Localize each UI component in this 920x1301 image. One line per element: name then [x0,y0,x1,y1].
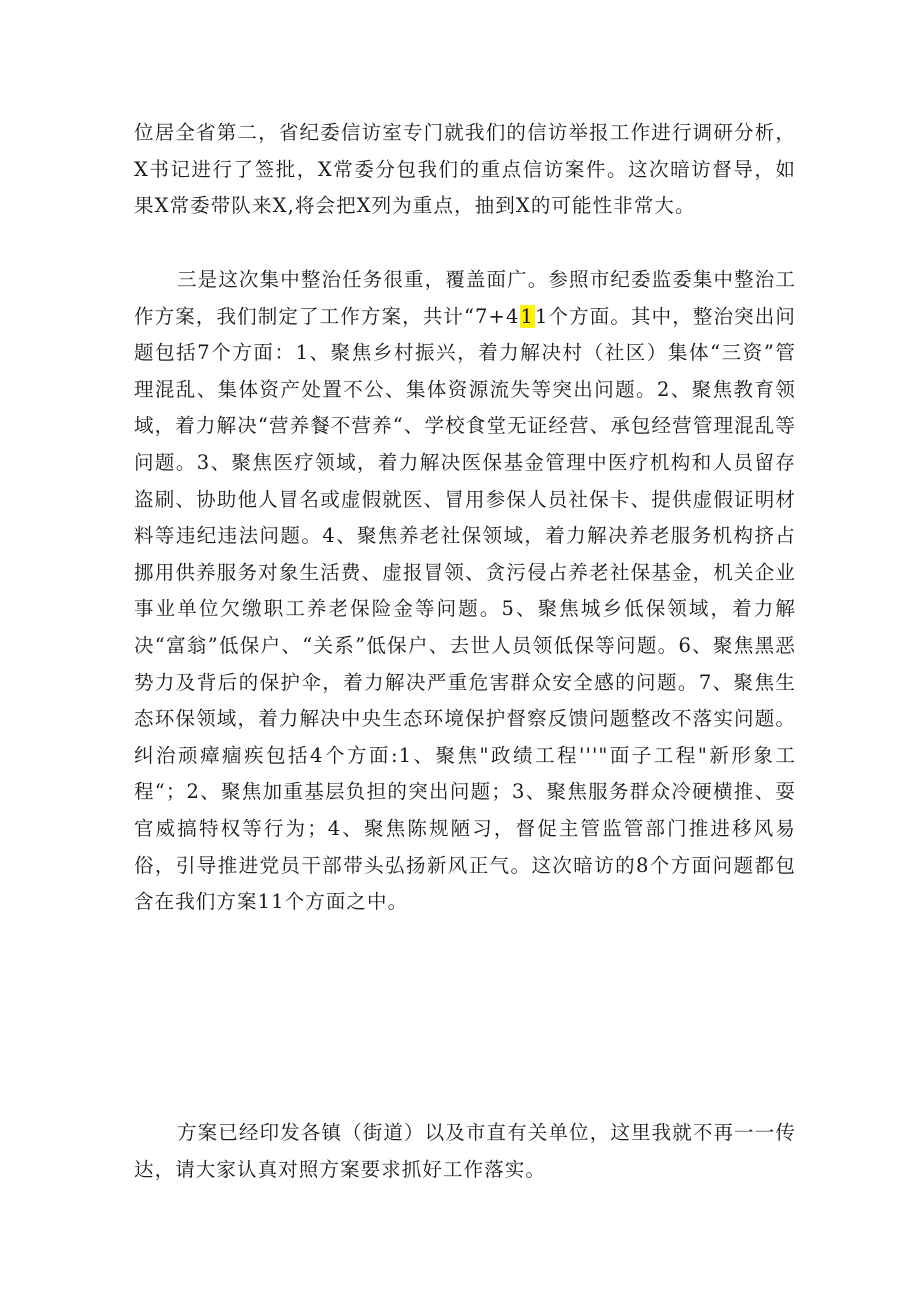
paragraph-1-text: 位居全省第二，省纪委信访室专门就我们的信访举报工作进行调研分析，X书记进行了签批，X常委分包我们的重点信访案件。这次暗访督导，如果X常委带队来X,将会把X列为重点，抽到X的可能性非常大。 [134,121,796,218]
paragraph-3 [134,1115,796,1188]
paragraph-2-text-after: 1个方面。其中，整治突出问题包括7个方面：1、聚焦乡村振兴，着力解决村（社区）集体“三资”管理混乱、集体资产处置不公、集体资源流失等突出问题。2、聚焦教育领域，着力解决“营养餐不营养“、学校食堂无证经营、承包经营管理混乱等问题。3、聚焦医疗领域，着力解决医保基金管理中医疗机构和人员留存盗刷、协助他人冒名或虚假就医、冒用参保人员社保卡、提供虚假证明材料等违纪违法问题。4、聚焦养老社保领域，着力解决养老服务机构挤占挪用供养服务对象生活费、虚报冒领、贪污侵占养老社保基金，机关企业事业单位欠缴职工养老保险金等问题。5、聚焦城乡低保领域，着力解决“富翁”低保户、“关系”低保户、去世人员领低保等问题。6、聚焦黑恶势力及背后的保护伞，着力解决严重危害群众安全感的问题。7、聚焦生态环保领域，着力解决中央生态环境保护督察反馈问题整改不落实问题。纠治顽瘴痼疾包括4个方面:1、聚焦"政绩工程'''"面子工程"新形象工程“；2、聚焦加重基层负担的突出问题；3、聚焦服务群众冷硬横推、耍官威搞特权等行为；4、聚焦陈规陋习，督促主管监管部门推进移风易俗，引导推进党员干部带头弘扬新风正气。这次暗访的8个方面问题都包含在我们方案11个方面之中。 [134,304,796,914]
highlighted-text: 1 [520,304,535,328]
paragraph-2 [134,262,796,921]
paragraph-1 [134,115,796,225]
paragraph-2-text-before: 三是这次集中整治任务很重，覆盖面广。参照市纪委监委集中整治工作方案，我们制定了工作方案，共计“7+4 [134,268,796,328]
paragraph-3-text: 方案已经印发各镇（街道）以及市直有关单位，这里我就不再一一传达，请大家认真对照方案要求抓好工作落实。 [134,1121,796,1181]
